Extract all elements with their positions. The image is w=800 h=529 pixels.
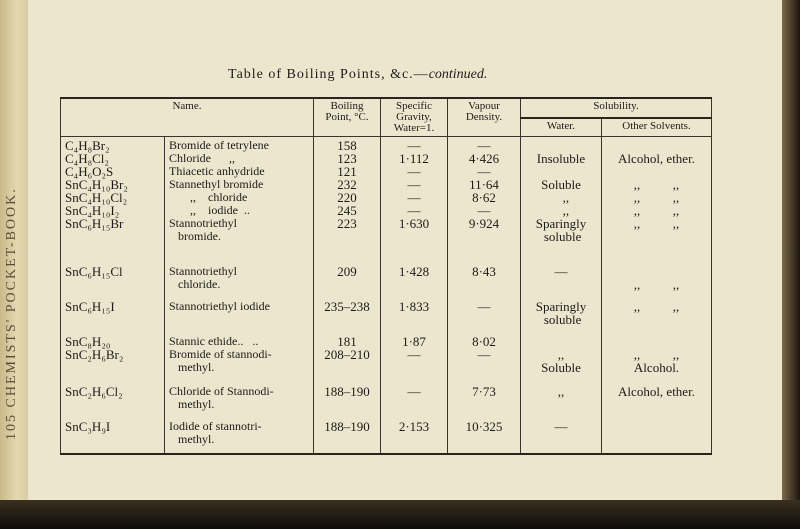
water-solubility-cell: ,, [521, 383, 602, 418]
water-solubility-cell: Insoluble Soluble ,, ,, Sparingly soluble [521, 137, 602, 263]
caption-continued: continued. [428, 67, 488, 82]
other-solvents-cell: ,, ,, [602, 298, 712, 333]
formula-cell: SnC₃H₉I [61, 418, 165, 454]
boiling-point-cell: 188–190 [314, 383, 381, 418]
boiling-point-cell: 209 [314, 263, 381, 298]
book-spine [0, 0, 28, 529]
vapour-density-cell: 8·02 — [448, 333, 521, 383]
boiling-point-cell: 181 208–210 [314, 333, 381, 383]
header-other-solvents: Other Solvents. [602, 118, 712, 137]
name-cell: Bromide of tetrylene Chloride ,, Thiacetic anhydride Stannethyl bromide ,, chloride ,, iodide .. Stannotriethyl bromide. [165, 137, 314, 263]
formula-cell: SnC₆H₁₅I [61, 298, 165, 333]
table-caption [228, 67, 487, 83]
header-vapour-density: Vapour Density. [448, 98, 521, 137]
other-solvents-cell [602, 418, 712, 454]
spine-title: 105 CHEMISTS' POCKET-BOOK. [4, 187, 19, 440]
formula-cell: SnC₆H₁₅Cl [61, 263, 165, 298]
table-row [61, 137, 712, 263]
vapour-density-cell: 10·325 [448, 418, 521, 454]
boiling-points-table [60, 97, 712, 455]
header-boiling-point: Boiling Point, °C. [314, 98, 381, 137]
specific-gravity-cell: 1·87 — [381, 333, 448, 383]
name-cell: Stannic ethide.. .. Bromide of stannodi- methyl. [165, 333, 314, 383]
name-cell: Stannotriethyl iodide [165, 298, 314, 333]
table-row [61, 333, 712, 383]
specific-gravity-cell: — [381, 383, 448, 418]
table-row [61, 418, 712, 454]
specific-gravity-cell: — 1·112 — — — — 1·630 [381, 137, 448, 263]
other-solvents-cell: ,, ,, Alcohol. [602, 333, 712, 383]
table-row [61, 298, 712, 333]
formula-cell: SnC₂H₆Cl₂ [61, 383, 165, 418]
caption-title: Table of Boiling Points, &c.— [228, 67, 429, 82]
specific-gravity-cell: 2·153 [381, 418, 448, 454]
vapour-density-cell: — 4·426 — 11·64 8·62 — 9·924 [448, 137, 521, 263]
page-edge-shadow [782, 0, 800, 529]
table-row [61, 263, 712, 298]
specific-gravity-cell: 1·833 [381, 298, 448, 333]
water-solubility-cell: — [521, 418, 602, 454]
name-cell: Stannotriethyl chloride. [165, 263, 314, 298]
name-cell: Iodide of stannotri- methyl. [165, 418, 314, 454]
vapour-density-cell: — [448, 298, 521, 333]
other-solvents-cell: ,, ,, [602, 263, 712, 298]
header-specific-gravity: Specific Gravity, Water=1. [381, 98, 448, 137]
boiling-point-cell: 188–190 [314, 418, 381, 454]
vapour-density-cell: 7·73 [448, 383, 521, 418]
other-solvents-cell: Alcohol, ether. ,, ,, ,, ,, ,, ,, ,, ,, [602, 137, 712, 263]
other-solvents-cell: Alcohol, ether. [602, 383, 712, 418]
vapour-density-cell: 8·43 [448, 263, 521, 298]
header-water: Water. [521, 118, 602, 137]
water-solubility-cell: — [521, 263, 602, 298]
formula-cell: SnC₈H₂₀ SnC₂H₆Br₂ [61, 333, 165, 383]
formula-cell: C₄H₈Br₂ C₄H₈Cl₂ C₄H₆O₂S SnC₄H₁₀Br₂ SnC₄H₁₀Cl₂ SnC₄H₁₀I₂ SnC₆H₁₅Br [61, 137, 165, 263]
water-solubility-cell: Sparingly soluble [521, 298, 602, 333]
table-row [61, 383, 712, 418]
specific-gravity-cell: 1·428 [381, 263, 448, 298]
header-name: Name. [61, 98, 314, 137]
water-solubility-cell: ,, Soluble [521, 333, 602, 383]
name-cell: Chloride of Stannodi- methyl. [165, 383, 314, 418]
header-solubility: Solubility. [521, 98, 712, 118]
page-bottom-edge [0, 500, 800, 529]
boiling-point-cell: 235–238 [314, 298, 381, 333]
boiling-point-cell: 158 123 121 232 220 245 223 [314, 137, 381, 263]
